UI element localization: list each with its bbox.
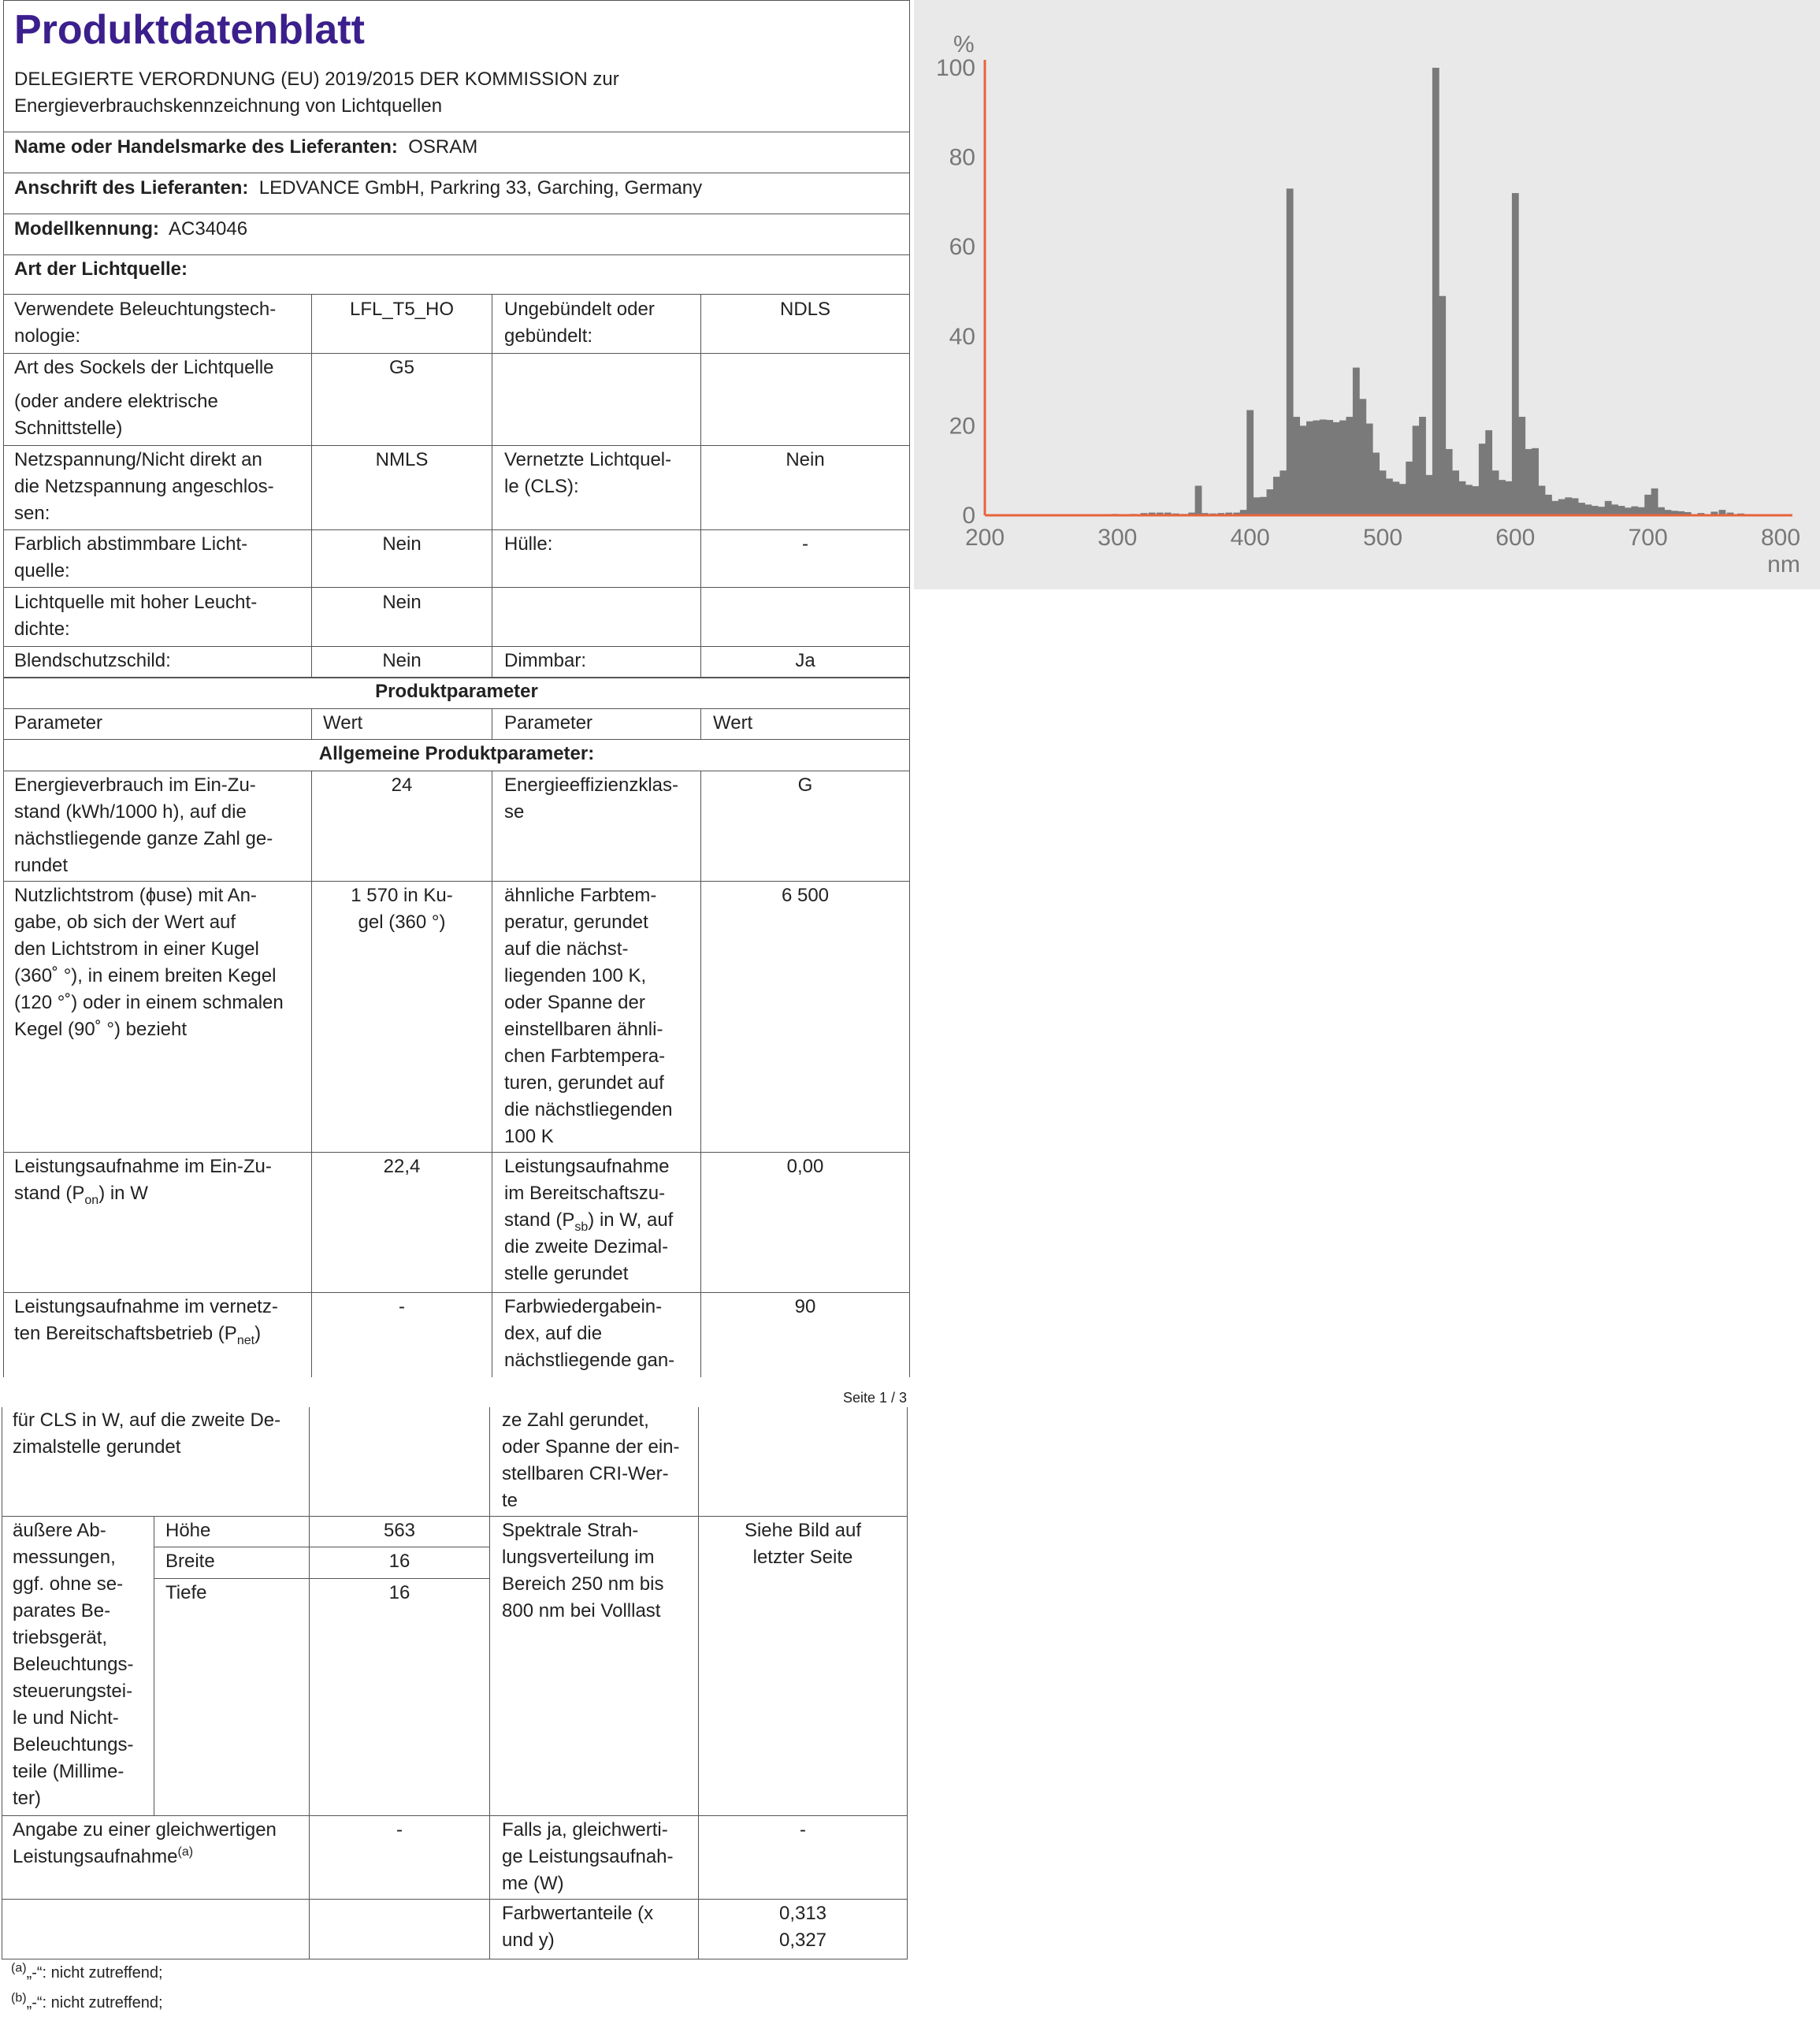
y-tick-label: 0: [962, 503, 975, 529]
socket-label-2: (oder andere elektrische: [14, 391, 218, 412]
power-on-label-2-post: ) in W: [98, 1183, 148, 1204]
high-lum-label-1: Lichtquelle mit hoher Leucht-: [14, 592, 258, 613]
spectrum-bar: [1372, 452, 1380, 515]
spectrum-bar: [1439, 296, 1446, 515]
spectrum-bar: [1465, 485, 1473, 515]
spectrum-bar: [1525, 449, 1532, 515]
spectrum-bar: [1551, 501, 1558, 515]
spectrum-bar: [1532, 448, 1539, 515]
spectrum-bar: [1638, 507, 1645, 515]
supplier-row: [14, 134, 477, 161]
spectrum-bar: [1267, 489, 1274, 515]
spectrum-bar: [1346, 417, 1354, 515]
spectrum-bar: [1658, 507, 1665, 515]
cri-cont-4: te: [502, 1490, 518, 1511]
spectrum-bar: [1287, 188, 1294, 515]
chroma-y-value: 0,327: [778, 1930, 827, 1951]
spd-label-2: lungsverteilung im: [502, 1547, 655, 1568]
cri-label-2: dex, auf die: [504, 1323, 603, 1344]
cct-label-5: oder Spanne der: [504, 992, 645, 1013]
product-params-heading: Produktparameter: [375, 681, 538, 702]
spectrum-bar: [1472, 486, 1479, 515]
spectrum-bar: [1631, 507, 1638, 515]
spd-label-1: Spektrale Strah-: [502, 1520, 639, 1541]
spectrum-bar: [1246, 410, 1254, 515]
spectrum-bar: [1280, 470, 1287, 515]
equiv-label-1: Angabe zu einer gleichwertigen: [13, 1819, 277, 1841]
spectrum-bar: [1452, 470, 1459, 515]
y-tick-label: 80: [949, 144, 975, 171]
model-value: AC34046: [169, 218, 248, 240]
equiv-b-value: -: [800, 1819, 806, 1841]
cri-cont-2: oder Spanne der ein-: [502, 1436, 680, 1458]
footnote-a-mark: (a): [11, 1961, 27, 1975]
standby-sub: sb: [574, 1220, 589, 1234]
address-label: Anschrift des Lieferanten:: [14, 177, 249, 199]
spectrum-bar: [1506, 481, 1513, 515]
spectrum-bar: [1293, 417, 1300, 515]
energy-label-2: stand (kWh/1000 h), auf die: [14, 801, 247, 823]
height-label: Höhe: [165, 1520, 211, 1541]
x-tick-label: 600: [1495, 525, 1536, 551]
spectrum-bar: [1578, 503, 1585, 515]
tech-b-label-1: Ungebündelt oder: [504, 299, 655, 320]
width-value: 16: [388, 1551, 410, 1572]
spectrum-bar: [1611, 504, 1618, 515]
address-row: [14, 175, 702, 202]
rule: [2, 1516, 908, 1517]
dimmable-label: Dimmbar:: [504, 650, 587, 671]
dimmable-value: Ja: [795, 650, 815, 671]
dims-label-11: ter): [13, 1788, 41, 1809]
cont-label-1: für CLS in W, auf die zweite De-: [13, 1410, 281, 1431]
spectrum-bar: [1592, 506, 1599, 515]
rule: [2, 1899, 908, 1900]
power-net-label-2: [14, 1321, 261, 1347]
dims-label-3: ggf. ohne se-: [13, 1573, 124, 1595]
spectral-distribution-chart: [914, 0, 1820, 589]
standby-label-1: Leistungsaufnahme: [504, 1156, 670, 1177]
tech-b-value: NDLS: [779, 299, 831, 320]
spectrum-bar: [1254, 497, 1261, 515]
col-header-parameter: Parameter: [14, 712, 103, 734]
col-line: [700, 294, 701, 677]
glare-value: Nein: [382, 650, 422, 671]
spectrum-bar: [1565, 497, 1572, 515]
spectrum-bar: [1545, 495, 1552, 515]
y-axis-label: %: [953, 32, 975, 58]
socket-label-1: Art des Sockels der Lichtquelle: [14, 357, 274, 378]
cct-value: 6 500: [781, 885, 830, 906]
spectrum-bar: [1392, 481, 1399, 515]
spectrum-bar: [1333, 422, 1340, 515]
standby-label-3-post: ) in W, auf: [588, 1209, 674, 1231]
col-line: [700, 708, 701, 739]
standby-label-3-pre: stand (P: [504, 1209, 575, 1231]
footnote-b-text: „-“: nicht zutreffend;: [26, 1994, 163, 2011]
y-tick-label: 20: [949, 413, 975, 440]
power-on-label-1: Leistungsaufnahme im Ein-Zu-: [14, 1156, 272, 1177]
rule: [3, 353, 910, 354]
depth-value: 16: [388, 1582, 410, 1603]
x-tick-label: 200: [964, 525, 1005, 551]
standby-label-4: die zweite Dezimal-: [504, 1236, 669, 1257]
equiv-value: -: [396, 1819, 403, 1841]
spectrum-bar: [1320, 419, 1327, 515]
rule: [2, 1815, 908, 1816]
envelope-value: -: [802, 533, 808, 555]
cri-label-3: nächstliegende gan-: [504, 1350, 675, 1371]
energy-value: 24: [391, 774, 413, 796]
cct-label-6: einstellbaren ähnli-: [504, 1019, 663, 1040]
spectrum-bar: [1651, 488, 1658, 515]
cri-label-1: Farbwiedergabein-: [504, 1296, 663, 1317]
flux-label-1: Nutzlichtstrom (ɸuse) mit An-: [14, 885, 257, 906]
spectrum-bar: [1499, 480, 1506, 515]
socket-label-3: Schnittstelle): [14, 418, 123, 439]
dims-label-2: messungen,: [13, 1547, 116, 1568]
spectrum-bar: [1260, 497, 1267, 515]
cont-label-2: zimalstelle gerundet: [13, 1436, 181, 1458]
tech-b-label-2: gebündelt:: [504, 325, 593, 347]
chroma-label-2: und y): [502, 1930, 555, 1951]
rule: [3, 708, 910, 709]
spectrum-bar: [1313, 421, 1320, 515]
equiv-sup: (a): [177, 1845, 194, 1859]
spd-value-1: Siehe Bild auf: [744, 1520, 862, 1541]
rule: [3, 529, 910, 530]
footnote-a: [11, 1962, 163, 1984]
rule: [3, 739, 910, 740]
spectrum-bar: [1479, 444, 1486, 515]
dims-label-7: steuerungstei-: [13, 1681, 133, 1702]
mains-b-label-2: le (CLS):: [504, 476, 579, 497]
flux-label-5: (120 °˚) oder in einem schmalen: [14, 992, 284, 1013]
model-row: [14, 216, 247, 243]
frame-top: [3, 0, 910, 1]
col-header-parameter-b: Parameter: [504, 712, 593, 734]
energy-label-1: Energieverbrauch im Ein-Zu-: [14, 774, 256, 796]
spectrum-bar: [1512, 193, 1519, 515]
rule: [3, 587, 910, 588]
spectrum-bar: [1413, 425, 1420, 515]
cct-label-3: auf die nächst-: [504, 938, 629, 960]
rule: [3, 881, 910, 882]
power-net-value: -: [399, 1296, 405, 1317]
spectrum-bar: [1539, 486, 1546, 515]
spd-value-2: letzter Seite: [752, 1547, 853, 1568]
spectrum-bar: [1406, 462, 1413, 515]
standby-label-2: im Bereitschaftszu-: [504, 1183, 666, 1204]
spectrum-bar: [1585, 504, 1592, 515]
equiv-b-label-1: Falls ja, gleichwerti-: [502, 1819, 668, 1841]
x-tick-label: 300: [1098, 525, 1138, 551]
energy-class-value: G: [797, 774, 813, 796]
rule: [3, 294, 910, 295]
cct-label-1: ähnliche Farbtem-: [504, 885, 657, 906]
spectrum-bar: [1419, 417, 1426, 515]
col-line: [309, 1407, 310, 1959]
cct-label-9: die nächstliegenden: [504, 1099, 673, 1120]
spectrum-bar: [1366, 424, 1373, 515]
spectrum-bar: [1446, 449, 1453, 515]
standby-label-5: stelle gerundet: [504, 1263, 629, 1284]
spectrum-bar: [1644, 495, 1651, 515]
col-line: [700, 771, 701, 1377]
energy-label-4: rundet: [14, 855, 69, 876]
spectrum-bar: [1386, 478, 1393, 515]
cct-label-8: turen, gerundet auf: [504, 1072, 664, 1094]
mains-label-3: sen:: [14, 503, 50, 524]
mains-b-label-1: Vernetzte Lichtquel-: [504, 449, 672, 470]
rule: [3, 1292, 910, 1293]
depth-label: Tiefe: [165, 1582, 207, 1603]
standby-label-3: [504, 1207, 673, 1234]
rule: [3, 445, 910, 446]
spd-label-3: Bereich 250 nm bis: [502, 1573, 664, 1595]
power-net-label-2-post: ): [254, 1323, 262, 1344]
light-type-heading: Art der Lichtquelle:: [14, 258, 188, 280]
dims-label-10: teile (Millime-: [13, 1761, 124, 1782]
flux-label-2: gabe, ob sich der Wert auf: [14, 912, 236, 933]
spectrum-bar: [1339, 421, 1346, 515]
mains-label-2: die Netzspannung angeschlos-: [14, 476, 274, 497]
address-value: LEDVANCE GmbH, Parkring 33, Garching, Germany: [258, 177, 703, 199]
regulation-line-1: DELEGIERTE VERORDNUNG (EU) 2019/2015 DER KOMMISSION zur: [14, 69, 619, 90]
envelope-label: Hülle:: [504, 533, 553, 555]
power-net-label-2-pre: ten Bereitschaftsbetrieb (P: [14, 1323, 237, 1344]
socket-value: G5: [388, 357, 414, 378]
col-line: [698, 1407, 699, 1959]
chroma-x-value: 0,313: [778, 1903, 827, 1924]
col-header-value-b: Wert: [713, 712, 753, 734]
tech-value: LFL_T5_HO: [349, 299, 455, 320]
high-lum-value: Nein: [382, 592, 422, 613]
page-title: Produktdatenblatt: [14, 7, 365, 53]
x-tick-label: 400: [1230, 525, 1270, 551]
mains-label-1: Netzspannung/Nicht direkt an: [14, 449, 262, 470]
tunable-label-2: quelle:: [14, 560, 70, 581]
cct-label-2: peratur, gerundet: [504, 912, 648, 933]
footnote-b-mark: (b): [11, 1991, 27, 2005]
power-on-sub: on: [84, 1193, 99, 1207]
chroma-label-1: Farbwertanteile (x: [502, 1903, 654, 1924]
x-axis-label: nm: [1767, 552, 1800, 578]
spectrum-bar: [1492, 470, 1499, 515]
tunable-value: Nein: [382, 533, 422, 555]
page-number: Seite 1 / 3: [843, 1390, 908, 1406]
spectrum-bar: [1432, 68, 1439, 515]
equiv-b-label-2: ge Leistungsaufnah-: [502, 1846, 674, 1867]
spectrum-bar: [1558, 500, 1566, 515]
cct-label-7: chen Farbtempera-: [504, 1046, 666, 1067]
dims-label-1: äußere Ab-: [13, 1520, 106, 1541]
col-line: [489, 1407, 490, 1959]
spectrum-bar: [1518, 417, 1525, 515]
col-line: [311, 771, 312, 1377]
spectrum-bar: [1459, 481, 1466, 515]
regulation-line-2: Energieverbrauchskennzeichnung von Lichtquellen: [14, 95, 443, 117]
spectrum-bar: [1618, 506, 1625, 515]
spectrum-bar: [1353, 368, 1360, 515]
cct-label-10: 100 K: [504, 1126, 554, 1147]
cri-cont-1: ze Zahl gerundet,: [502, 1410, 649, 1431]
footnote-a-text: „-“: nicht zutreffend;: [26, 1964, 163, 1982]
height-value: 563: [383, 1520, 416, 1541]
flux-label-3: den Lichtstrom in einer Kugel: [14, 938, 259, 960]
chart-svg: [914, 0, 1820, 589]
spectrum-bar: [1273, 477, 1280, 515]
power-on-label-2: [14, 1180, 148, 1207]
col-header-value: Wert: [323, 712, 363, 734]
dims-label-4: parates Be-: [13, 1600, 111, 1621]
spectrum-bar: [1195, 486, 1202, 515]
standby-value: 0,00: [786, 1156, 824, 1177]
col-line: [311, 294, 312, 677]
x-tick-label: 700: [1628, 525, 1668, 551]
equiv-label-2-text: Leistungsaufnahme: [13, 1846, 178, 1867]
spectrum-bar: [1399, 484, 1406, 515]
general-params-heading: Allgemeine Produktparameter:: [318, 743, 595, 764]
spectrum-bar: [1605, 501, 1612, 515]
x-tick-label: 500: [1362, 525, 1403, 551]
flux-value-1: 1 570 in Ku-: [351, 885, 453, 906]
rule: [3, 646, 910, 647]
dims-label-5: triebsgerät,: [13, 1627, 108, 1648]
power-net-label-1: Leistungsaufnahme im vernetz-: [14, 1296, 278, 1317]
rule: [154, 1578, 490, 1579]
high-lum-label-2: dichte:: [14, 618, 70, 640]
supplier-label: Name oder Handelsmarke des Lieferanten:: [14, 136, 398, 158]
y-tick-label: 40: [949, 323, 975, 350]
tech-label-1: Verwendete Beleuchtungstech-: [14, 299, 277, 320]
dims-label-6: Beleuchtungs-: [13, 1654, 134, 1675]
tunable-label-1: Farblich abstimmbare Licht-: [14, 533, 248, 555]
rule: [3, 1152, 910, 1153]
energy-class-label-1: Energieeffizienzklas-: [504, 774, 679, 796]
equiv-label-2: [13, 1844, 193, 1870]
model-label: Modellkennung:: [14, 218, 159, 240]
y-tick-label: 100: [935, 55, 975, 81]
spectrum-bar: [1426, 475, 1433, 515]
spectrum-bar: [1485, 430, 1492, 515]
flux-label-6: Kegel (90˚ °) bezieht: [14, 1019, 188, 1040]
power-net-sub: net: [236, 1333, 255, 1347]
spectrum-bar: [1300, 425, 1307, 515]
x-tick-label: 800: [1760, 525, 1801, 551]
spectrum-bar: [1326, 420, 1333, 515]
equiv-b-label-3: me (W): [502, 1873, 564, 1894]
glare-label: Blendschutzschild:: [14, 650, 171, 671]
frame-right-p2: [907, 1407, 908, 1959]
rule: [3, 254, 910, 255]
spectrum-bar: [1572, 498, 1579, 515]
flux-value-2: gel (360 °): [358, 912, 446, 933]
width-label: Breite: [165, 1551, 215, 1572]
energy-class-label-2: se: [504, 801, 525, 823]
col-line: [311, 708, 312, 739]
cct-label-4: liegenden 100 K,: [504, 965, 647, 986]
mains-value: NMLS: [375, 449, 429, 470]
y-tick-label: 60: [949, 234, 975, 261]
cri-value: 90: [794, 1296, 816, 1317]
spectrum-bar: [1359, 399, 1366, 515]
dims-label-8: le und Nicht-: [13, 1707, 119, 1729]
energy-label-3: nächstliegende ganze Zahl ge-: [14, 828, 273, 849]
spectrum-bar: [1598, 507, 1605, 515]
power-on-value: 22,4: [383, 1156, 421, 1177]
supplier-value: OSRAM: [408, 136, 478, 158]
cri-cont-3: stellbaren CRI-Wer-: [502, 1463, 669, 1484]
power-on-label-2-pre: stand (P: [14, 1183, 85, 1204]
spd-label-4: 800 nm bei Volllast: [502, 1600, 661, 1621]
dims-label-9: Beleuchtungs-: [13, 1734, 134, 1755]
spectrum-bar: [1380, 470, 1387, 515]
tech-label-2: nologie:: [14, 325, 81, 347]
mains-b-value: Nein: [786, 449, 825, 470]
footnote-b: [11, 1992, 163, 2014]
spectrum-bar: [1306, 422, 1313, 515]
flux-label-4: (360˚ °), in einem breiten Kegel: [14, 965, 277, 986]
